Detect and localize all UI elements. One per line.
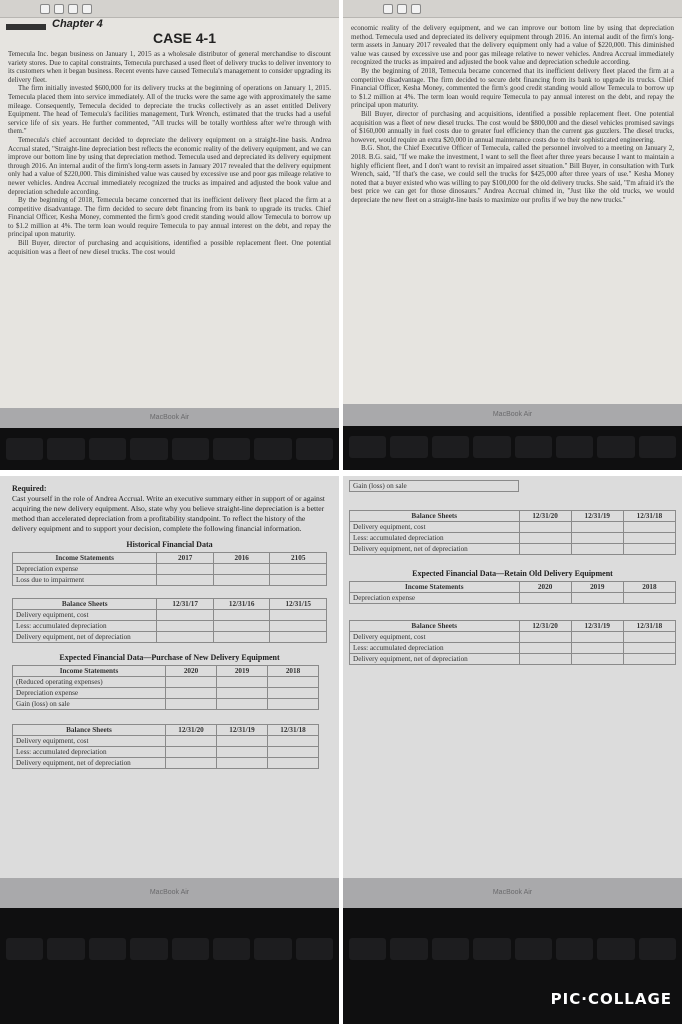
- key[interactable]: [254, 938, 291, 960]
- key[interactable]: [597, 436, 634, 458]
- input-cell[interactable]: [268, 736, 319, 747]
- key[interactable]: [390, 436, 427, 458]
- year-header: 2018: [268, 666, 319, 677]
- date-header: 12/31/20: [519, 511, 571, 522]
- input-cell[interactable]: [217, 736, 268, 747]
- key[interactable]: [47, 938, 84, 960]
- row-label: Delivery equipment, cost: [13, 610, 157, 621]
- historical-income-table: [12, 552, 327, 586]
- input-cell[interactable]: [519, 544, 571, 555]
- input-cell[interactable]: [519, 643, 571, 654]
- year-header: 2019: [217, 666, 268, 677]
- toolbar-button[interactable]: [40, 4, 50, 14]
- laptop-bezel: [343, 878, 682, 908]
- row-label: Delivery equipment, cost: [350, 522, 520, 533]
- purchase-title: Expected Financial Data—Purchase of New Delivery Equipment: [59, 653, 280, 662]
- input-cell[interactable]: [166, 699, 217, 710]
- row-label: Depreciation expense: [350, 593, 520, 604]
- input-cell[interactable]: [623, 643, 675, 654]
- row-label: Gain (loss) on sale: [13, 699, 166, 710]
- table-header: Income Statements: [350, 582, 520, 593]
- row-label: Delivery equipment, net of depreciation: [13, 758, 166, 769]
- purchase-balance-table: [12, 724, 319, 769]
- date-header: 12/31/20: [166, 725, 217, 736]
- input-cell[interactable]: [217, 688, 268, 699]
- row-label: Less: accumulated depreciation: [350, 643, 520, 654]
- chapter-title: Chapter 4: [52, 18, 103, 30]
- input-cell[interactable]: [268, 747, 319, 758]
- key[interactable]: [349, 436, 386, 458]
- date-header: 12/31/16: [213, 599, 270, 610]
- year-header: 2020: [519, 582, 571, 593]
- purchase-balance-table: [349, 510, 676, 555]
- brand-label: MacBook Air: [149, 889, 190, 896]
- table-header: Balance Sheets: [350, 511, 520, 522]
- date-header: 12/31/20: [519, 621, 571, 632]
- row-label: Less: accumulated depreciation: [13, 747, 166, 758]
- laptop-screen: [343, 476, 682, 878]
- key[interactable]: [473, 436, 510, 458]
- input-cell[interactable]: [623, 593, 675, 604]
- input-cell[interactable]: [213, 575, 270, 586]
- purchase-income-table: [12, 665, 319, 710]
- year-header: 2020: [166, 666, 217, 677]
- input-cell[interactable]: [519, 654, 571, 665]
- input-cell[interactable]: [217, 747, 268, 758]
- input-cell[interactable]: [268, 688, 319, 699]
- year-header: 2018: [623, 582, 675, 593]
- date-header: 12/31/18: [623, 511, 675, 522]
- panel-top-left: [0, 0, 339, 470]
- input-cell[interactable]: [571, 632, 623, 643]
- key[interactable]: [47, 438, 84, 460]
- input-cell[interactable]: [270, 621, 327, 632]
- input-cell[interactable]: [166, 747, 217, 758]
- date-header: 12/31/18: [623, 621, 675, 632]
- row-label: Delivery equipment, net of depreciation: [13, 632, 157, 643]
- pdf-toolbar: [0, 0, 339, 18]
- input-cell[interactable]: [166, 736, 217, 747]
- row-label: Delivery equipment, cost: [13, 736, 166, 747]
- key[interactable]: [6, 438, 43, 460]
- paragraph: Temecula's chief accountant decided to depreciate the delivery equipment on a straight-line basis. Andrea Accrual stated, "Straight-line depreciation best reflects the economic reality of the delivery equipment, and we can improve our bottom line by using that depreciation method. Temecula used and depreciated its delivery equipment through 2016. An internal audit of the firm's long-term assets in January 2017 revealed that the delivery equipment only had a value of $220,000. This diminished value was caused by excessive use and poor gas mileage relative to newer vehicles. Andrea Accrual immediately recognized the trucks as impaired and adjusted the book value and depreciation schedule according.: [8, 135, 331, 196]
- laptop-bezel: [0, 878, 339, 908]
- input-cell[interactable]: [270, 610, 327, 621]
- input-cell[interactable]: [623, 533, 675, 544]
- input-cell[interactable]: [268, 758, 319, 769]
- input-cell[interactable]: [157, 575, 214, 586]
- input-cell[interactable]: [166, 688, 217, 699]
- key[interactable]: [89, 438, 126, 460]
- key[interactable]: [515, 436, 552, 458]
- input-cell[interactable]: [268, 699, 319, 710]
- key[interactable]: [556, 938, 593, 960]
- date-header: 12/31/17: [157, 599, 214, 610]
- input-cell[interactable]: [213, 610, 270, 621]
- key[interactable]: [172, 438, 209, 460]
- row-label: Delivery equipment, net of depreciation: [350, 544, 520, 555]
- date-header: 12/31/19: [571, 621, 623, 632]
- toolbar-button[interactable]: [82, 4, 92, 14]
- date-header: 12/31/19: [217, 725, 268, 736]
- input-cell[interactable]: [519, 533, 571, 544]
- key[interactable]: [556, 436, 593, 458]
- key[interactable]: [473, 938, 510, 960]
- table-header: Balance Sheets: [13, 725, 166, 736]
- retain-balance-table: [349, 620, 676, 665]
- key[interactable]: [6, 938, 43, 960]
- pdf-toolbar: [343, 0, 682, 18]
- input-cell[interactable]: [157, 621, 214, 632]
- required-section: [0, 476, 339, 534]
- key[interactable]: [213, 938, 250, 960]
- required-text: Cast yourself in the role of Andrea Accrual. Write an executive summary either in support of or against acquiring the new delivery equipment. Also, state why you believe straight-line depreciation is a better method than accelerated depreciation from a profitability standpoint. To reflect the history of the delivery equipment and to support your decision, complete the following financial information.: [12, 494, 325, 533]
- row-label: Less: accumulated depreciation: [13, 621, 157, 632]
- laptop-screen: [0, 476, 339, 878]
- key[interactable]: [349, 938, 386, 960]
- table-header: Balance Sheets: [13, 599, 157, 610]
- keyboard: [343, 426, 682, 470]
- input-cell[interactable]: [571, 522, 623, 533]
- toolbar-button[interactable]: [68, 4, 78, 14]
- brand-label: MacBook Air: [492, 411, 533, 418]
- key[interactable]: [515, 938, 552, 960]
- year-header: 2017: [157, 553, 214, 564]
- key[interactable]: [639, 436, 676, 458]
- row-label: Less: accumulated depreciation: [350, 533, 520, 544]
- key[interactable]: [432, 938, 469, 960]
- key[interactable]: [254, 438, 291, 460]
- historical-balance-table: [12, 598, 327, 643]
- input-cell[interactable]: [217, 677, 268, 688]
- laptop-bezel: [343, 404, 682, 426]
- input-cell[interactable]: [270, 632, 327, 643]
- toolbar-button[interactable]: [54, 4, 64, 14]
- input-cell[interactable]: [571, 643, 623, 654]
- input-cell[interactable]: [157, 564, 214, 575]
- case-text: [343, 18, 682, 204]
- paragraph: By the beginning of 2018, Temecula became concerned that its inefficient delivery fleet placed the firm at a competitive disadvantage. The firm decided to secure debt financing from its bank to upgrade its trucks. Chief Financial Officer, Kesha Money, commented the firm's good credit standing would allow Temecula to borrow up to $1.2 million at 4%. The term loan would require Temecula to pay annual interest on the debt, and repay the principal upon maturity.: [351, 66, 674, 110]
- input-cell[interactable]: [519, 522, 571, 533]
- chapter-bar: [6, 24, 46, 30]
- row-label: Depreciation expense: [13, 688, 166, 699]
- input-cell[interactable]: [623, 522, 675, 533]
- input-cell[interactable]: [213, 621, 270, 632]
- date-header: 12/31/15: [270, 599, 327, 610]
- input-cell[interactable]: [623, 654, 675, 665]
- key[interactable]: [296, 438, 333, 460]
- input-cell[interactable]: [270, 564, 327, 575]
- input-cell[interactable]: [571, 533, 623, 544]
- panel-top-right: [343, 0, 682, 470]
- row-label: Delivery equipment, cost: [350, 632, 520, 643]
- toolbar-button[interactable]: [397, 4, 407, 14]
- toolbar-button[interactable]: [411, 4, 421, 14]
- date-header: 12/31/19: [571, 511, 623, 522]
- year-header: 2019: [571, 582, 623, 593]
- keyboard: [0, 908, 339, 1024]
- input-cell[interactable]: [217, 758, 268, 769]
- panel-bottom-right: [343, 476, 682, 1024]
- paragraph: Bill Buyer, director of purchasing and acquisitions, identified a possible replacement fleet. One potential acquisition was a fleet of new diesel trucks. The cost would be $800,000 and the diesel vehicles promised savings of $160,000 annually in fuel costs due to greater fuel efficiency than the current gas guzzlers. The diesel trucks, however, would require an extra $20,000 in annual maintenance costs due to their sophisticated engineering.: [351, 109, 674, 144]
- row-label: (Reduced operating expenses): [13, 677, 166, 688]
- input-cell[interactable]: [166, 677, 217, 688]
- case-title: CASE 4-1: [152, 30, 217, 46]
- brand-label: MacBook Air: [149, 414, 190, 421]
- retain-title: Expected Financial Data—Retain Old Delivery Equipment: [412, 569, 613, 578]
- input-cell[interactable]: [571, 544, 623, 555]
- laptop-screen: [0, 0, 339, 408]
- row-label: Loss due to impairment: [13, 575, 157, 586]
- required-label: Required:: [12, 484, 47, 493]
- input-cell[interactable]: [270, 575, 327, 586]
- input-cell[interactable]: [166, 758, 217, 769]
- input-cell[interactable]: [571, 654, 623, 665]
- collage-watermark: PIC·COLLAGE: [550, 990, 672, 1008]
- row-label: Delivery equipment, net of depreciation: [350, 654, 520, 665]
- input-cell[interactable]: [268, 677, 319, 688]
- paragraph: Temecula Inc. began business on January 1, 2015 as a wholesale distributor of general merchandise to discount variety stores. Due to capital constraints, Temecula purchased a used fleet of delivery trucks to deliver inventory to its customers when it began business. Recent events have caused Temecula's management to consider upgrading its delivery fleet.: [8, 50, 331, 84]
- input-cell[interactable]: [519, 632, 571, 643]
- laptop-screen: [343, 0, 682, 404]
- key[interactable]: [130, 938, 167, 960]
- paragraph: Bill Buyer, director of purchasing and acquisitions, identified a possible replacement fleet. One potential acquisition was a fleet of new diesel trucks. The cost would: [8, 239, 331, 256]
- toolbar-button[interactable]: [383, 4, 393, 14]
- panel-bottom-left: [0, 476, 339, 1024]
- case-text: [0, 46, 339, 256]
- input-cell[interactable]: [217, 699, 268, 710]
- row-label: Depreciation expense: [13, 564, 157, 575]
- year-header: 2016: [213, 553, 270, 564]
- year-header: 2105: [270, 553, 327, 564]
- input-cell[interactable]: [213, 632, 270, 643]
- key[interactable]: [296, 938, 333, 960]
- key[interactable]: [432, 436, 469, 458]
- key[interactable]: [597, 938, 634, 960]
- input-cell[interactable]: [157, 610, 214, 621]
- input-cell[interactable]: [623, 544, 675, 555]
- historical-title: Historical Financial Data: [126, 540, 213, 549]
- input-cell[interactable]: [623, 632, 675, 643]
- paragraph: By the beginning of 2018, Temecula became concerned that its inefficient delivery fleet placed the firm at a competitive disadvantage. The firm decided to secure debt financing from its bank to upgrade its trucks. Chief Financial Officer, Kesha Money, commented the firm's good credit standing would allow Temecula to borrow up to $1.2 million at 4%. The term loan would require Temecula to pay annual interest on the debt, and repay the principal upon maturity.: [8, 196, 331, 239]
- key[interactable]: [89, 938, 126, 960]
- input-cell[interactable]: [571, 593, 623, 604]
- retain-income-table: [349, 581, 676, 604]
- paragraph: B.G. Shot, the Chief Executive Officer of Temecula, called the personnel involved to a meeting on January 2, 2018. B.G. said, "If we make the investment, I want to sell the fleet after three years because I want to maintain a highly efficient fleet, and I don't want to revisit an impaired asset situation." Bill Buyer, in consultation with Turk Wrench, said, "If that's the case, we could sell the trucks for $425,000 after three years of use." Kesha Money noted that a buyer existed who was willing to pay $100,000 for the old delivery trucks. She said, "I'm afraid it's the best price we can get for those dinosaurs." Andrea Accrual chimed in, "Just like the old trucks, we would depreciate the new fleet on a straight-line basis to maximize our profits if we buy the new trucks.": [351, 144, 674, 204]
- table-header: Income Statements: [13, 553, 157, 564]
- input-cell[interactable]: [157, 632, 214, 643]
- key[interactable]: [213, 438, 250, 460]
- laptop-bezel: [0, 408, 339, 428]
- table-header: Income Statements: [13, 666, 166, 677]
- input-cell[interactable]: [519, 593, 571, 604]
- paragraph: The firm initially invested $600,000 for its delivery trucks at the beginning of operations on January 1, 2015. Temecula placed them into service immediately. All of the trucks were the same age with approximately the same mileage. Consequently, Temecula decided to depreciate the trucks collectively as an asset entitled Delivery Equipment. The head of Temecula's facilities management, Turk Wrench, estimated that the trucks had a useful service life of six years. He further commented, "All trucks will be totally worthless after we're through with them.": [8, 84, 331, 136]
- key[interactable]: [639, 938, 676, 960]
- table-header: Balance Sheets: [350, 621, 520, 632]
- key[interactable]: [130, 438, 167, 460]
- gain-loss-table: [349, 480, 519, 492]
- keyboard: [0, 428, 339, 470]
- row-label: Gain (loss) on sale: [350, 481, 519, 492]
- input-cell[interactable]: [213, 564, 270, 575]
- date-header: 12/31/18: [268, 725, 319, 736]
- key[interactable]: [390, 938, 427, 960]
- paragraph: economic reality of the delivery equipment, and we can improve our bottom line by using that depreciation method. Temecula used and depreciated its delivery equipment through 2016. An internal audit of the firm's long-term assets in January 2017 revealed that the delivery equipment only had a value of $220,000. This diminished value was caused by excessive use and poor gas mileage relative to newer vehicles. Andrea Accrual immediately recognized the trucks as impaired and adjusted the book value and depreciation schedule according.: [351, 24, 674, 67]
- key[interactable]: [172, 938, 209, 960]
- brand-label: MacBook Air: [492, 889, 533, 896]
